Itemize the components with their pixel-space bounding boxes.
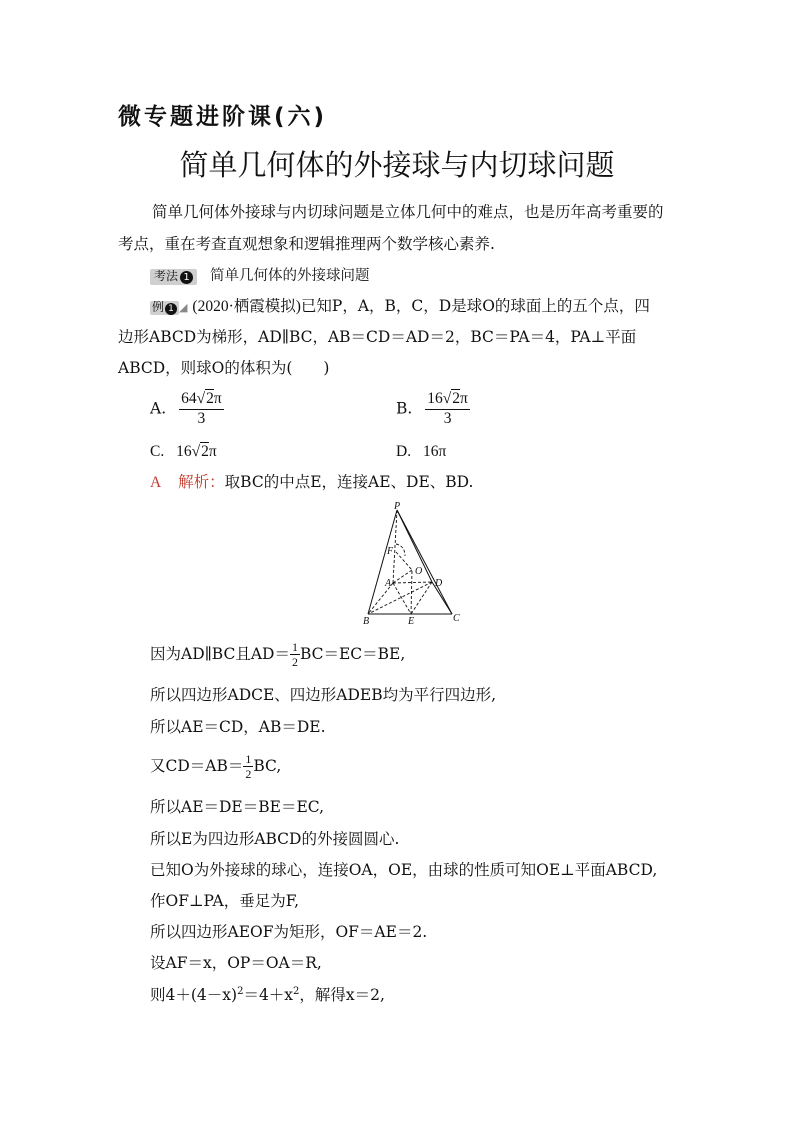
method-header bbox=[150, 268, 369, 285]
option-d: D. 16π bbox=[396, 443, 447, 460]
label-d: D bbox=[435, 578, 443, 589]
intro-line-1: 简单几何体外接球与内切球问题是立体几何中的难点，也是历年高考重要的 bbox=[152, 203, 664, 221]
example-line-1: 例 1 ◢ (2020·栖霞模拟)已知P，A，B，C，D是球O的球面上的五个点，四 bbox=[152, 297, 650, 315]
method-title: 简单几何体的外接球问题 bbox=[209, 268, 370, 284]
answer-line bbox=[150, 475, 473, 491]
example-line-2: 边形ABCD为梯形，AD∥BC，AB＝CD＝AD＝2，BC＝PA＝4，PA⊥平面 bbox=[118, 328, 637, 346]
label-b: B bbox=[363, 616, 370, 627]
answer-label: 解析： bbox=[178, 473, 225, 491]
option-c: C. 16√2π bbox=[150, 443, 217, 460]
geometry-figure bbox=[355, 500, 465, 628]
section-heading: 微专题进阶课(六) bbox=[118, 104, 328, 130]
example-line-3: ABCD，则球O的体积为( ) bbox=[118, 359, 330, 377]
option-a: A. $\frac{64√2\pi}{3}$ bbox=[150, 390, 222, 427]
solution-line-2: 所以四边形ADCE、四边形ADEB均为平行四边形, bbox=[150, 686, 497, 704]
solution-line-8: 作OF⊥PA，垂足为F, bbox=[150, 892, 300, 910]
intro-line-2: 考点，重在考查直观想象和逻辑推理两个数学核心素养. bbox=[118, 235, 495, 253]
label-c: C bbox=[453, 613, 460, 624]
solution-line-6: 所以E为四边形ABCD的外接圆圆心. bbox=[150, 830, 400, 848]
label-o: O bbox=[415, 566, 423, 577]
solution-line-10: 设AF＝x，OP＝OA＝R, bbox=[150, 954, 322, 972]
answer-letter: A bbox=[150, 474, 162, 491]
example-text-1: 已知P，A，B，C，D是球O的球面上的五个点，四 bbox=[300, 297, 650, 315]
label-f: F bbox=[387, 546, 394, 557]
solution-line-4: 又CD＝AB＝ $\frac{1}{2}$ BC, bbox=[150, 752, 282, 782]
method-badge: 考法 1 bbox=[150, 269, 197, 285]
label-p: P bbox=[394, 501, 401, 512]
label-e: E bbox=[408, 616, 415, 627]
example-badge: 例 1 bbox=[150, 301, 179, 315]
answer-text: 取BC的中点E，连接AE、DE、BD. bbox=[224, 473, 474, 491]
solution-line-3: 所以AE＝CD，AB＝DE. bbox=[150, 718, 326, 736]
option-b: B. $\frac{16√2\pi}{3}$ bbox=[396, 390, 468, 427]
solution-line-1: 因为AD∥BC且AD＝ $\frac{1}{2}$ BC＝EC＝BE, bbox=[150, 640, 406, 670]
solution-line-11: 则$4+(4-x)^2=4+x^2$，解得x＝2, bbox=[150, 986, 385, 1005]
example-source: (2020·栖霞模拟) bbox=[192, 298, 301, 315]
label-a: A bbox=[385, 578, 392, 589]
solution-line-5: 所以AE＝DE＝BE＝EC, bbox=[150, 798, 325, 816]
solution-line-9: 所以四边形AEOF为矩形，OF＝AE＝2. bbox=[150, 923, 428, 941]
page-title: 简单几何体的外接球与内切球问题 bbox=[179, 148, 615, 182]
solution-line-7: 已知O为外接球的球心，连接OA，OE，由球的性质可知OE⊥平面ABCD, bbox=[150, 861, 658, 879]
